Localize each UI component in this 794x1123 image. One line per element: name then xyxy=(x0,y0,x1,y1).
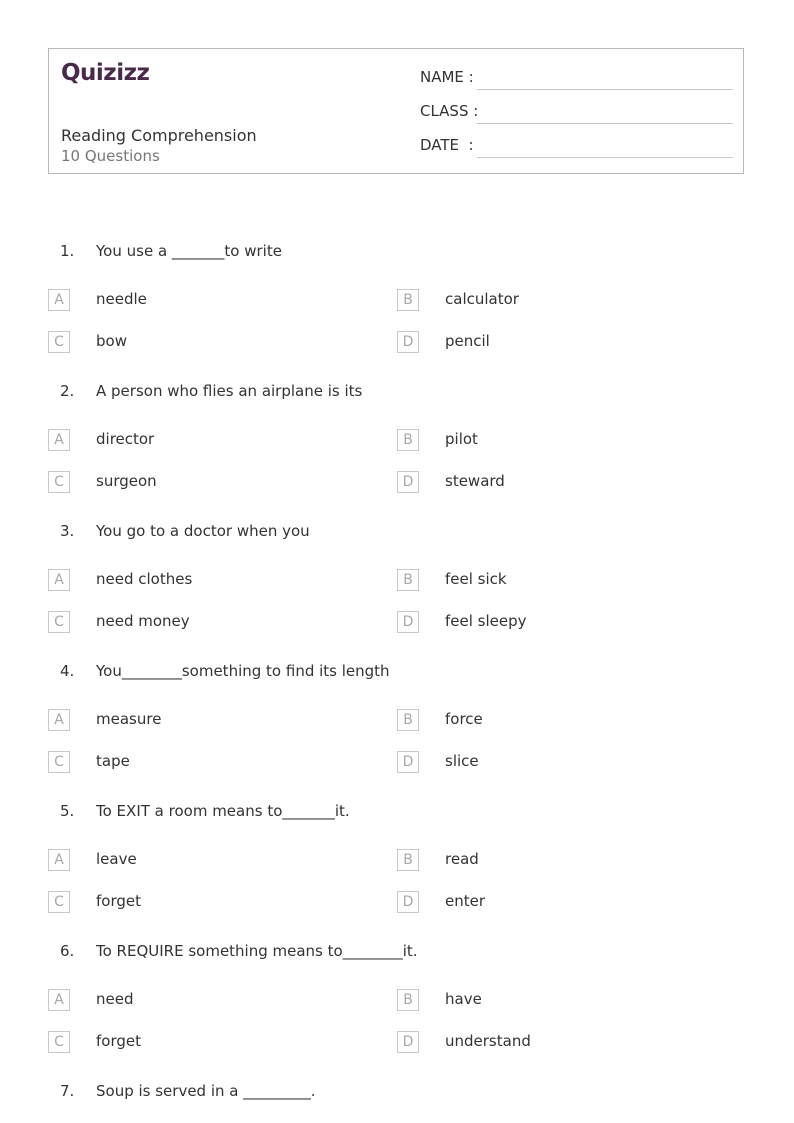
option-a-checkbox[interactable]: A xyxy=(48,289,70,311)
question-number: 4. xyxy=(60,662,75,680)
option-b-checkbox[interactable]: B xyxy=(397,709,419,731)
option-c-text: forget xyxy=(96,1032,141,1050)
option-c-text: need money xyxy=(96,612,190,630)
name-label: NAME : xyxy=(420,68,474,86)
option-b-checkbox[interactable]: B xyxy=(397,289,419,311)
question-text: You use a _______to write xyxy=(96,242,282,260)
option-a-checkbox[interactable]: A xyxy=(48,569,70,591)
logo-graphic xyxy=(61,59,151,85)
option-d-checkbox[interactable]: D xyxy=(397,891,419,913)
question-text: Soup is served in a _________. xyxy=(96,1082,316,1100)
option-d-checkbox[interactable]: D xyxy=(397,751,419,773)
option-a-text: needle xyxy=(96,290,147,308)
option-a-text: director xyxy=(96,430,155,448)
option-a-text: need xyxy=(96,990,134,1008)
question-number: 1. xyxy=(60,242,75,260)
question-text: You________something to find its length xyxy=(96,662,390,680)
option-c-checkbox[interactable]: C xyxy=(48,471,70,493)
option-d-text: steward xyxy=(445,472,505,490)
option-a-checkbox[interactable]: A xyxy=(48,709,70,731)
option-b-text: force xyxy=(445,710,483,728)
class-label: CLASS : xyxy=(420,102,479,120)
option-c-checkbox[interactable]: C xyxy=(48,891,70,913)
class-line[interactable] xyxy=(477,123,733,124)
option-b-text: feel sick xyxy=(445,570,507,588)
question-text: To REQUIRE something means to________it. xyxy=(96,942,418,960)
option-b-text: calculator xyxy=(445,290,519,308)
option-c-checkbox[interactable]: C xyxy=(48,331,70,353)
option-d-text: enter xyxy=(445,892,486,910)
option-d-checkbox[interactable]: D xyxy=(397,1031,419,1053)
option-d-text: slice xyxy=(445,752,479,770)
option-d-text: understand xyxy=(445,1032,531,1050)
question-text: To EXIT a room means to_______it. xyxy=(96,802,350,820)
option-d-text: pencil xyxy=(445,332,490,350)
option-c-text: forget xyxy=(96,892,141,910)
option-b-checkbox[interactable]: B xyxy=(397,429,419,451)
option-b-checkbox[interactable]: B xyxy=(397,849,419,871)
name-field[interactable] xyxy=(420,68,733,90)
option-d-checkbox[interactable]: D xyxy=(397,331,419,353)
question-number: 5. xyxy=(60,802,75,820)
option-a-text: leave xyxy=(96,850,137,868)
name-line[interactable] xyxy=(477,89,733,90)
option-d-checkbox[interactable]: D xyxy=(397,471,419,493)
date-label: DATE : xyxy=(420,136,474,154)
question-number: 2. xyxy=(60,382,75,400)
option-a-checkbox[interactable]: A xyxy=(48,989,70,1011)
option-a-text: need clothes xyxy=(96,570,193,588)
class-field[interactable] xyxy=(420,102,733,124)
question-number: 3. xyxy=(60,522,75,540)
worksheet-header xyxy=(48,48,744,174)
question-number: 6. xyxy=(60,942,75,960)
date-line[interactable] xyxy=(477,157,733,158)
option-c-checkbox[interactable]: C xyxy=(48,751,70,773)
option-b-checkbox[interactable]: B xyxy=(397,989,419,1011)
logo-text: Quizizz xyxy=(61,60,150,85)
option-a-checkbox[interactable]: A xyxy=(48,429,70,451)
option-a-text: measure xyxy=(96,710,162,728)
option-c-checkbox[interactable]: C xyxy=(48,1031,70,1053)
option-b-checkbox[interactable]: B xyxy=(397,569,419,591)
option-b-text: pilot xyxy=(445,430,478,448)
option-c-text: surgeon xyxy=(96,472,157,490)
option-c-text: tape xyxy=(96,752,130,770)
question-text: A person who flies an airplane is its xyxy=(96,382,363,400)
question-number: 7. xyxy=(60,1082,75,1100)
quizizz-logo xyxy=(61,59,151,91)
option-c-checkbox[interactable]: C xyxy=(48,611,70,633)
option-d-text: feel sleepy xyxy=(445,612,527,630)
option-c-text: bow xyxy=(96,332,127,350)
date-field[interactable] xyxy=(420,136,733,158)
option-a-checkbox[interactable]: A xyxy=(48,849,70,871)
option-d-checkbox[interactable]: D xyxy=(397,611,419,633)
question-count: 10 Questions xyxy=(61,147,160,165)
worksheet-title: Reading Comprehension xyxy=(61,126,257,145)
question-text: You go to a doctor when you xyxy=(96,522,310,540)
option-b-text: read xyxy=(445,850,479,868)
option-b-text: have xyxy=(445,990,482,1008)
